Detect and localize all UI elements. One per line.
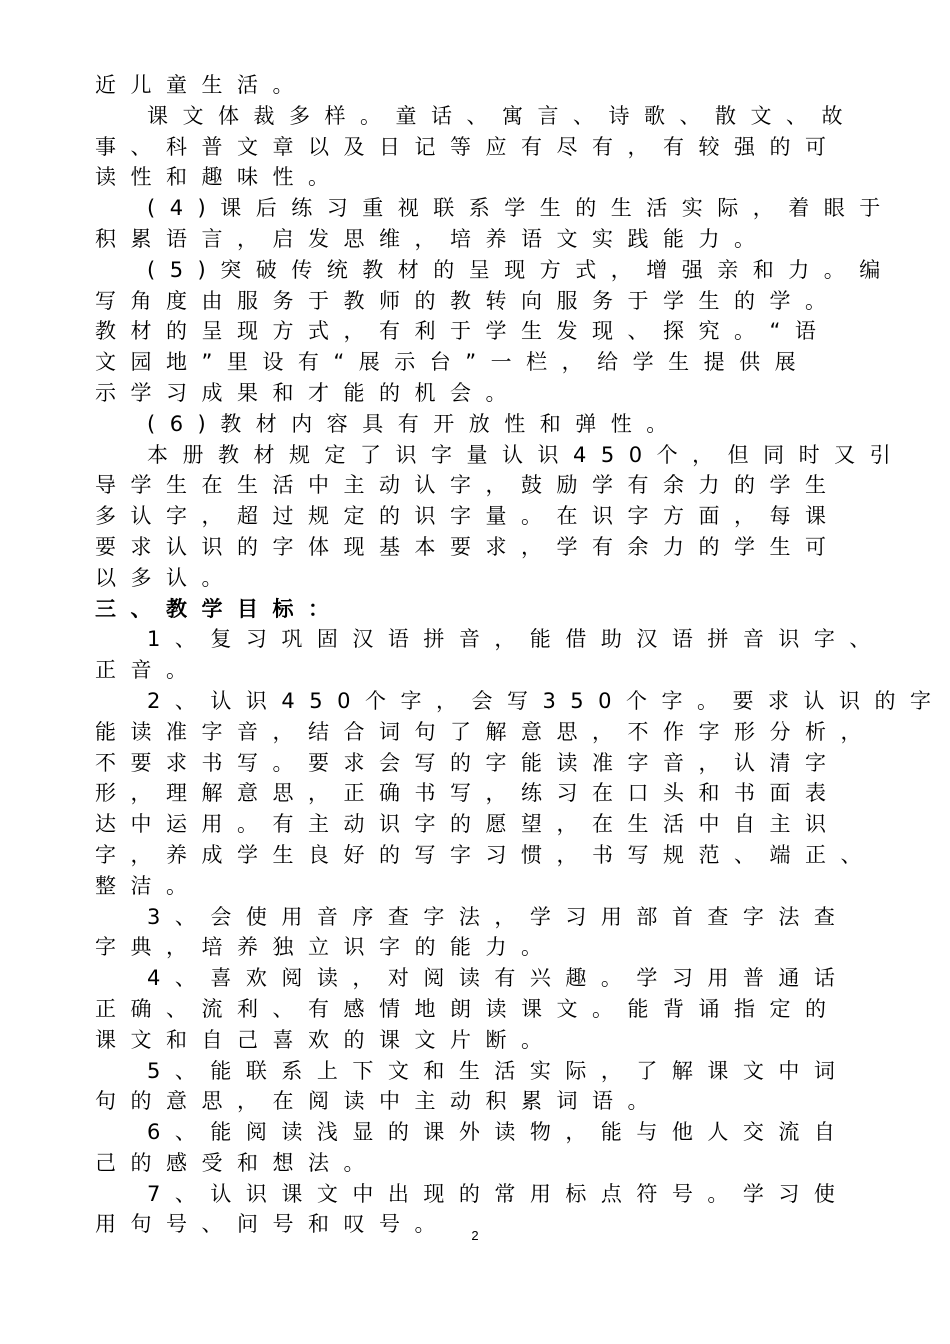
text-line: 2、认识450个字，会写350个字。要求认识的字 (147, 688, 946, 713)
text-line: 正确、流利、有感情地朗读课文。能背诵指定的 (95, 996, 841, 1021)
text-line: 字典，培养独立识字的能力。 (95, 935, 557, 960)
text-line: 能读准字音，结合词句了解意思，不作字形分析， (95, 719, 876, 744)
text-line: 达中运用。有主动识字的愿望，在生活中自主识 (95, 812, 841, 837)
text-line: 本册教材规定了识字量认识450个，但同时又引 (147, 442, 906, 467)
text-line: 事、科普文章以及日记等应有尽有，有较强的可 (95, 134, 841, 159)
text-line: 近儿童生活。 (95, 73, 308, 97)
text-line: (5)突破传统教材的呈现方式，增强亲和力。编 (147, 257, 895, 282)
text-line: 不要求书写。要求会写的字能读准字音，认清字 (95, 750, 841, 775)
text-line: 课文和自己喜欢的课文片断。 (95, 1027, 557, 1052)
text-line: 形，理解意思，正确书写，练习在口头和书面表 (95, 781, 841, 806)
section-heading: 三、教学目标： (95, 596, 344, 621)
text-line: 整洁。 (95, 873, 202, 898)
page-number: 2 (471, 1228, 479, 1243)
document-body (95, 70, 946, 1240)
text-line: 1、复习巩固汉语拼音，能借助汉语拼音识字、 (147, 627, 885, 652)
text-line: 己的感受和想法。 (95, 1150, 379, 1175)
text-line: 要求认识的字体现基本要求，学有余力的学生可 (95, 534, 841, 559)
text-line: 正音。 (95, 658, 202, 683)
text-line: 以多认。 (95, 565, 237, 590)
text-line: 示学习成果和才能的机会。 (95, 380, 521, 405)
text-line: (4)课后练习重视联系学生的生活实际，着眼于 (147, 196, 895, 221)
text-line: 句的意思，在阅读中主动积累词语。 (95, 1089, 663, 1114)
text-line: 7、认识课文中出现的常用标点符号。学习使 (147, 1181, 850, 1206)
text-line: 4、喜欢阅读，对阅读有兴趣。学习用普通话 (147, 966, 850, 991)
text-line: 3、会使用音序查字法，学习用部首查字法查 (147, 904, 850, 929)
text-line: 积累语言，启发思维，培养语文实践能力。 (95, 226, 770, 251)
text-line: 6、能阅读浅显的课外读物，能与他人交流自 (147, 1120, 850, 1145)
text-line: 字，养成学生良好的写字习惯，书写规范、端正、 (95, 842, 876, 867)
text-line: 用句号、问号和叹号。 (95, 1212, 450, 1237)
text-line: 文园地”里设有“展示台”一栏，给学生提供展 (95, 350, 811, 375)
text-line: (6)教材内容具有开放性和弹性。 (147, 411, 682, 436)
text-line: 5、能联系上下文和生活实际，了解课文中词 (147, 1058, 850, 1083)
text-line: 导学生在生活中主动认字，鼓励学有余力的学生 (95, 473, 841, 498)
text-line: 多认字，超过规定的识字量。在识字方面，每课 (95, 504, 841, 529)
text-line: 写角度由服务于教师的教转向服务于学生的学。 (95, 288, 841, 313)
text-line: 教材的呈现方式，有利于学生发现、探究。“语 (95, 319, 831, 344)
text-line: 课文体裁多样。童话、寓言、诗歌、散文、故 (147, 103, 857, 128)
text-line: 读性和趣味性。 (95, 165, 344, 190)
